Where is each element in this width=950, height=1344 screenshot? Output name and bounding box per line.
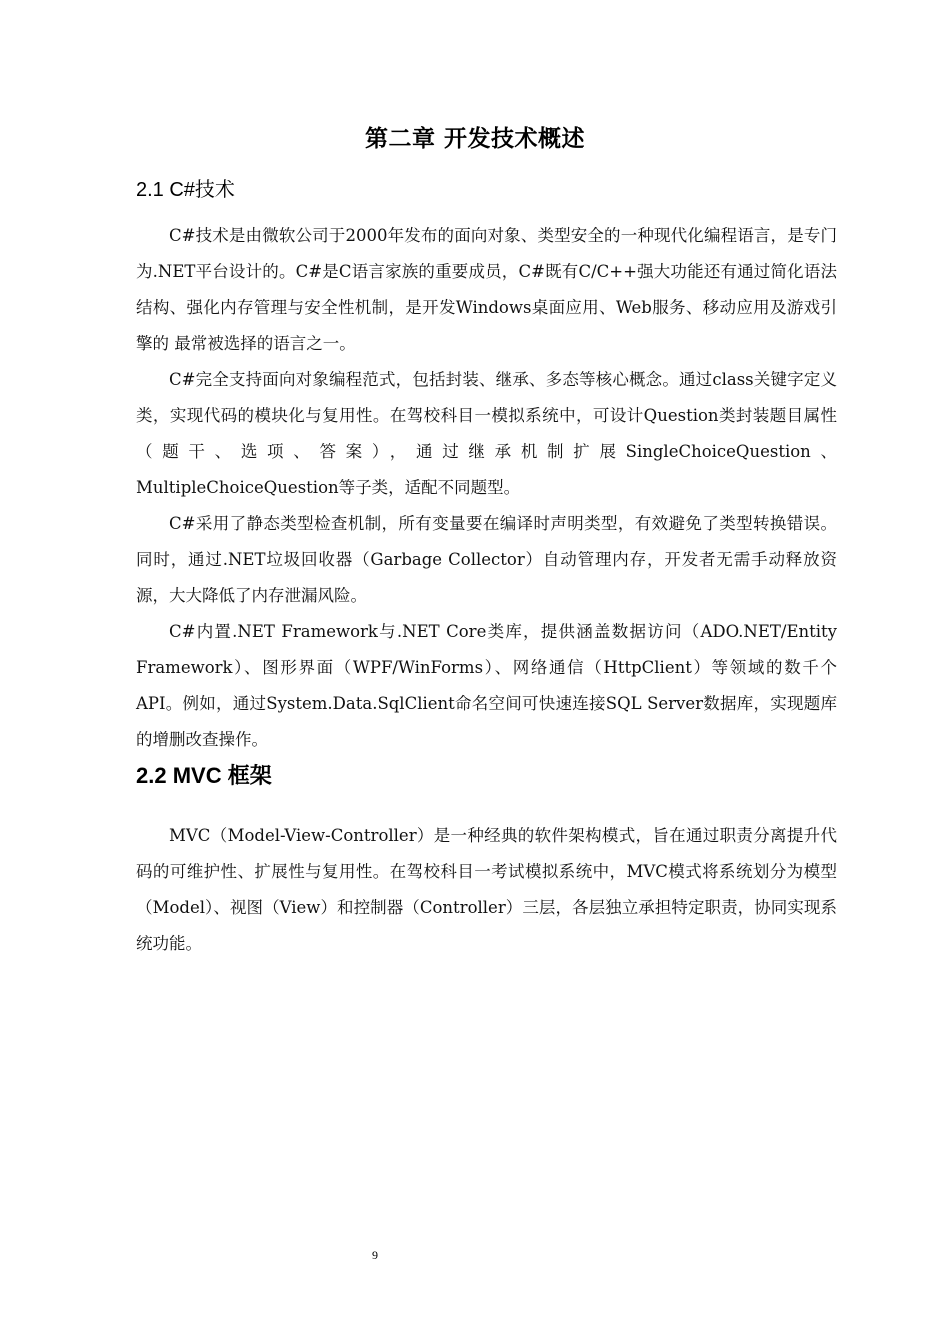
section-heading-2-1: 2.1 C#技术 — [136, 179, 235, 201]
section-2-1-body — [136, 218, 837, 758]
page-number: 9 — [372, 1248, 378, 1262]
paragraph: MVC（Model-View-Controller）是一种经典的软件架构模式，旨在通过职责分离提升代码的可维护性、扩展性与复用性。在驾校科目一考试模拟系统中，MVC模式将系统划分为模型（Model）、视图（View）和控制器（Controller）三层，各层独立承担特定职责，协同实现系统功能。 — [136, 826, 837, 953]
chapter-title: 第二章 开发技术概述 — [364, 126, 585, 152]
paragraph: C#完全支持面向对象编程范式，包括封装、继承、多态等核心概念。通过class关键字定义类，实现代码的模块化与复用性。在驾校科目一模拟系统中，可设计Question类封装题目属性（题干、选项、答案），通过继承机制扩展SingleChoiceQuestion、MultipleChoiceQuestion等子类，适配不同题型。 — [136, 370, 837, 497]
paragraph: C#采用了静态类型检查机制，所有变量要在编译时声明类型，有效避免了类型转换错误。同时，通过.NET垃圾回收器（Garbage Collector）自动管理内存，开发者无需手动释放资源，大大降低了内存泄漏风险。 — [136, 514, 837, 605]
section-heading-2-2: 2.2 MVC 框架 — [136, 763, 272, 788]
section-2-2-body — [136, 818, 837, 962]
paragraph: C#技术是由微软公司于2000年发布的面向对象、类型安全的一种现代化编程语言，是专门为.NET平台设计的。C#是C语言家族的重要成员，C#既有C/C++强大功能还有通过简化语法结构、强化内存管理与安全性机制，是开发Windows桌面应用、Web服务、移动应用及游戏引擎的 最常被选择的语言之一。 — [136, 226, 837, 353]
paragraph: C#内置.NET Framework与.NET Core类库，提供涵盖数据访问（ADO.NET/Entity Framework）、图形界面（WPF/WinForms）、网络通信（HttpClient）等领域的数千个API。例如，通过System.Data.SqlClient命名空间可快速连接SQL Server数据库，实现题库的增删改查操作。 — [136, 622, 837, 749]
